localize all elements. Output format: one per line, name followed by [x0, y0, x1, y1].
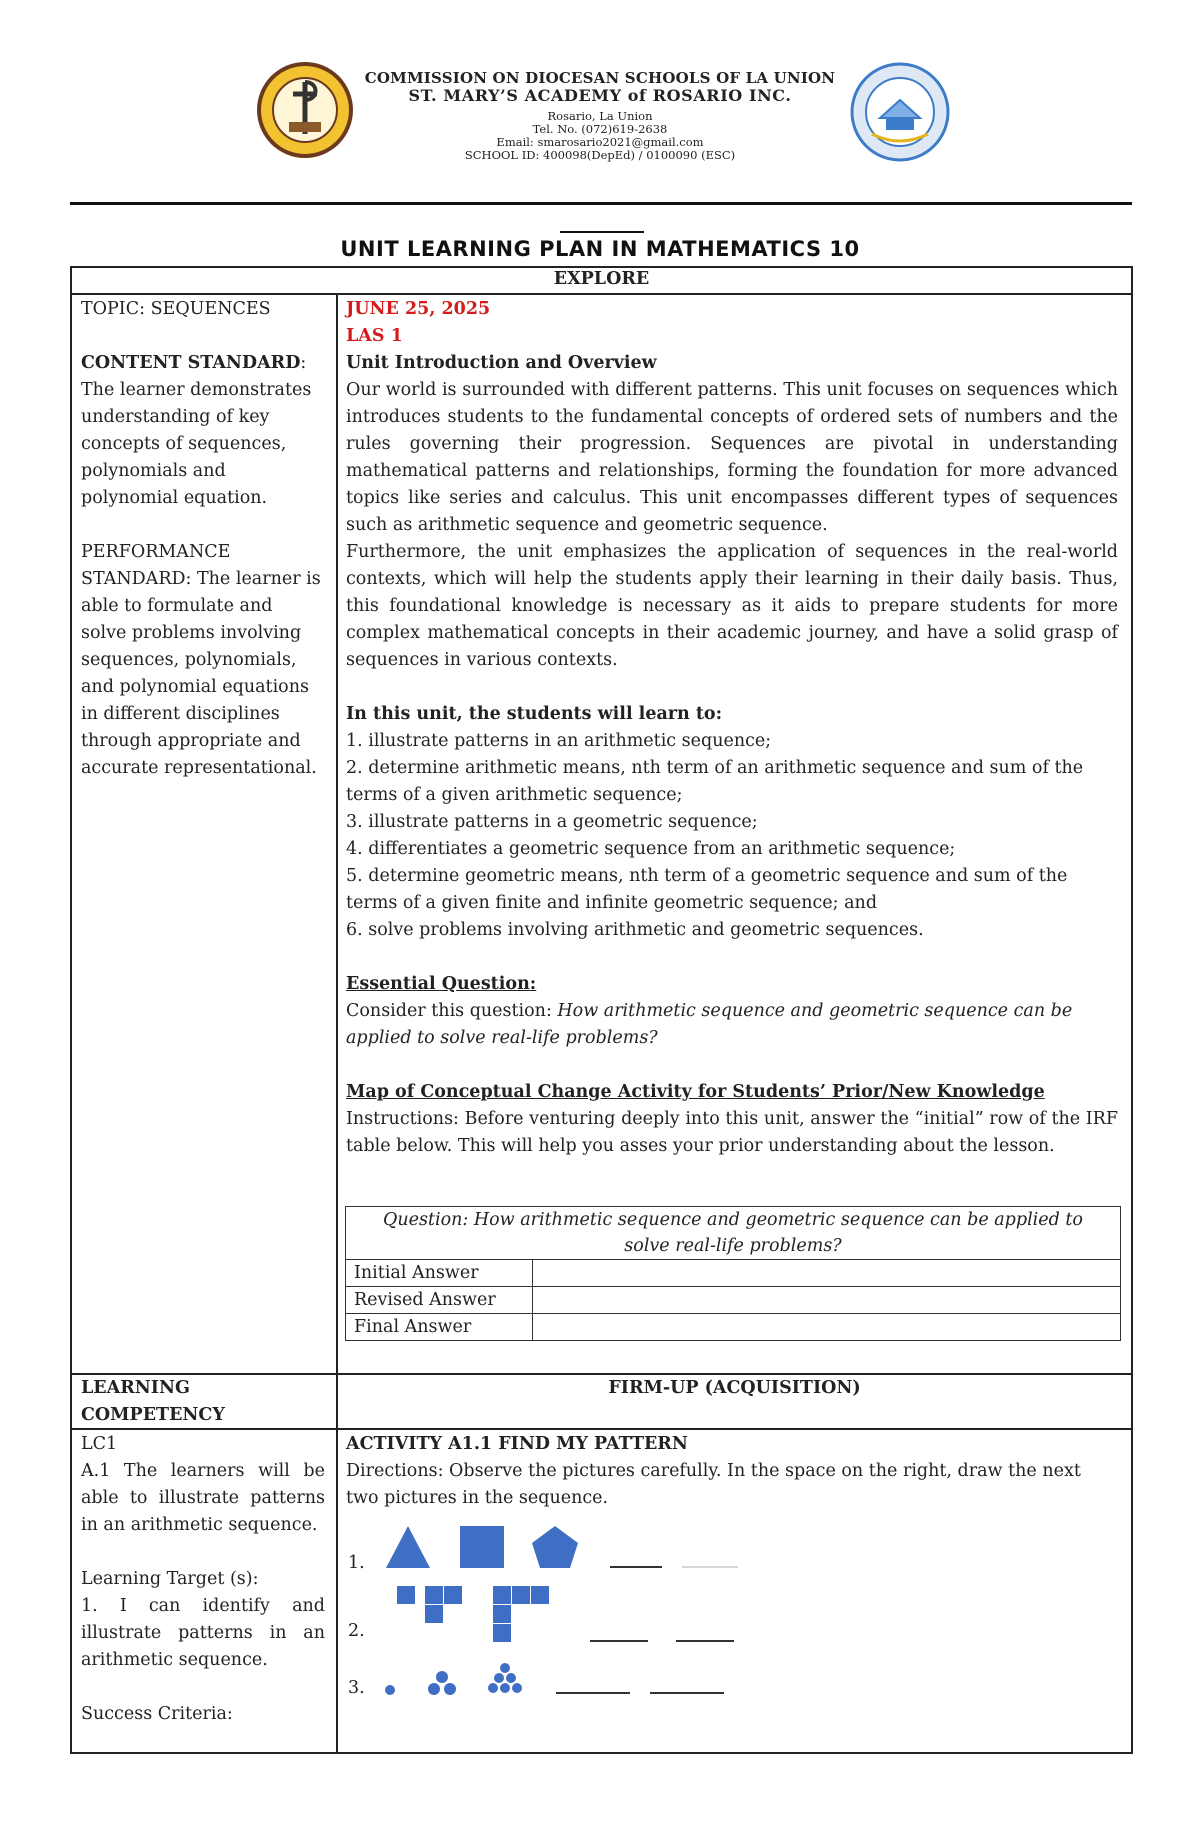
table-row [346, 1314, 1121, 1341]
intro-paragraph-2: Furthermore, the unit emphasizes the application of sequences in the real-world contexts, which will help the students apply their learning in their daily basis. Thus, this foundational knowledge is necessary as it aids to prepare students for more complex mathematical concepts in their academic journey, and have a solid grasp of sequences in various contexts. [346, 542, 1118, 670]
objective-item: 6. solve problems involving arithmetic and geometric sequences. [346, 920, 924, 940]
dot-shape [444, 1683, 456, 1695]
item-label: 1. [348, 1553, 365, 1573]
square-block [397, 1586, 415, 1604]
header-divider [70, 202, 1132, 205]
standards-column [81, 296, 321, 782]
intro-heading: Unit Introduction and Overview [346, 353, 657, 373]
pentagon-shape [532, 1526, 578, 1568]
answer-blank[interactable] [556, 1692, 630, 1694]
objective-item: 2. determine arithmetic means, nth term of an arithmetic sequence and sum of the terms of a given arithmetic sequence; [346, 758, 1084, 805]
learning-target-text: 1. I can identify and illustrate patterns in an arithmetic sequence. [81, 1596, 325, 1670]
irf-row-label: Final Answer [346, 1314, 533, 1341]
triangle-shape [386, 1526, 430, 1568]
content-standard-text: : The learner demonstrates understanding of key concepts of sequences, polynomials and polynomial equation. [81, 353, 312, 508]
topic-label: TOPIC [81, 299, 140, 319]
title-decoration-line [560, 231, 644, 233]
learning-target-heading: Learning Target (s): [81, 1569, 259, 1589]
essential-question [346, 998, 1118, 1052]
school-name: ST. MARY’S ACADEMY of ROSARIO INC. [408, 86, 792, 106]
lesson-date: JUNE 25, 2025 [346, 299, 491, 319]
table-row [346, 1260, 1121, 1287]
square-block [493, 1605, 511, 1623]
map-instructions: Instructions: Before venturing deeply into this unit, answer the “initial” row of the IRF table below. This will help you asses your prior understanding about the lesson. [346, 1109, 1118, 1156]
essential-question-lead: Consider this question: [346, 1001, 558, 1021]
learn-heading: In this unit, the students will learn to: [346, 704, 723, 724]
answer-blank[interactable] [676, 1640, 734, 1642]
answer-blank[interactable] [590, 1640, 648, 1642]
school-id: SCHOOL ID: 400098(DepEd) / 0100090 (ESC) [464, 148, 736, 163]
content-standard [81, 350, 321, 512]
irf-row-label: Revised Answer [346, 1287, 533, 1314]
learning-competency-heading: LEARNING COMPETENCY [81, 1378, 225, 1425]
letterhead [0, 58, 1200, 208]
square-block [425, 1586, 443, 1604]
las-number: LAS 1 [346, 326, 403, 346]
activity-title: ACTIVITY A1.1 FIND MY PATTERN [346, 1434, 688, 1454]
lc-text: A.1 The learners will be able to illustrate patterns in an arithmetic sequence. [81, 1461, 325, 1535]
school-email: Email: smarosario2021@gmail.com [496, 135, 704, 150]
essential-question-text: How arithmetic sequence and geometric sequence can be applied to solve real-life problems? [346, 1001, 1073, 1048]
item-label: 2. [348, 1621, 365, 1641]
topic-value: : SEQUENCES [139, 299, 271, 319]
school-seal-logo [850, 62, 950, 162]
competency-column [81, 1431, 325, 1728]
square-shape [460, 1526, 504, 1568]
answer-blank[interactable] [610, 1566, 662, 1568]
diocesan-seal-logo [255, 60, 355, 160]
success-criteria-heading: Success Criteria: [81, 1704, 233, 1724]
explore-content [346, 296, 1118, 1160]
firmup-heading: FIRM-UP (ACQUISITION) [608, 1378, 861, 1398]
intro-paragraph-1: Our world is surrounded with different patterns. This unit focuses on sequences which introduces students to the fundamental concepts of ordered sets of numbers and the rules governing their progression. Sequences are pivotal in understanding mathematical patterns and relationships, forming the foundation for more advanced topics like series and calculus. This unit encompasses different types of sequences such as arithmetic sequence and geometric sequence. [346, 380, 1118, 535]
square-block [425, 1605, 443, 1623]
page-title: UNIT LEARNING PLAN IN MATHEMATICS 10 [340, 237, 860, 261]
map-heading: Map of Conceptual Change Activity for Students’ Prior/New Knowledge [346, 1082, 1045, 1102]
irf-question-row [346, 1207, 1121, 1260]
topic-line [81, 296, 321, 323]
explore-heading: EXPLORE [553, 269, 650, 289]
dot-shape [385, 1685, 395, 1695]
school-address: Rosario, La Union [547, 108, 653, 123]
initial-answer-cell[interactable] [533, 1260, 1121, 1287]
objective-item: 1. illustrate patterns in an arithmetic sequence; [346, 731, 772, 751]
final-answer-cell[interactable] [533, 1314, 1121, 1341]
objective-item: 3. illustrate patterns in a geometric sequence; [346, 812, 758, 832]
performance-standard [81, 539, 321, 782]
dot-shape [506, 1673, 516, 1683]
performance-standard-label: PERFORMANCE STANDARD [81, 542, 231, 589]
objective-item: 4. differentiates a geometric sequence from an arithmetic sequence; [346, 839, 956, 859]
school-telephone: Tel. No. (072)619-2638 [532, 121, 668, 136]
answer-blank[interactable] [682, 1566, 738, 1568]
dot-shape [512, 1683, 522, 1693]
dot-shape [494, 1673, 504, 1683]
dot-shape [488, 1683, 498, 1693]
activity-content [346, 1431, 1118, 1512]
square-block [444, 1586, 462, 1604]
square-block [531, 1586, 549, 1604]
objective-item: 5. determine geometric means, nth term of a geometric sequence and sum of the terms of a given finite and infinite geometric sequence; and [346, 866, 1068, 913]
dot-shape [436, 1671, 448, 1683]
activity-directions: Directions: Observe the pictures carefully. In the space on the right, draw the next two pictures in the sequence. [346, 1461, 1081, 1508]
dot-shape [500, 1663, 510, 1673]
irf-question: Question: How arithmetic sequence and geometric sequence can be applied to solve real-life problems? [346, 1207, 1121, 1260]
revised-answer-cell[interactable] [533, 1287, 1121, 1314]
answer-blank[interactable] [650, 1692, 724, 1694]
item-label: 3. [348, 1678, 365, 1698]
performance-standard-text: : The learner is able to formulate and solve problems involving sequences, polynomials, and polynomial equations in different disciplines through appropriate and accurate representational. [81, 569, 321, 778]
commission-name: COMMISSION ON DIOCESAN SCHOOLS OF LA UNION [364, 69, 836, 87]
irf-row-label: Initial Answer [346, 1260, 533, 1287]
essential-question-heading: Essential Question: [346, 974, 537, 994]
dot-shape [428, 1683, 440, 1695]
content-standard-label: CONTENT STANDARD [81, 353, 301, 373]
irf-table [345, 1206, 1121, 1341]
square-block [493, 1586, 511, 1604]
square-block [512, 1586, 530, 1604]
lc-code: LC1 [81, 1434, 118, 1454]
sequence-figures [380, 1518, 720, 1718]
square-block [493, 1624, 511, 1642]
dot-shape [500, 1683, 510, 1693]
table-row [346, 1287, 1121, 1314]
